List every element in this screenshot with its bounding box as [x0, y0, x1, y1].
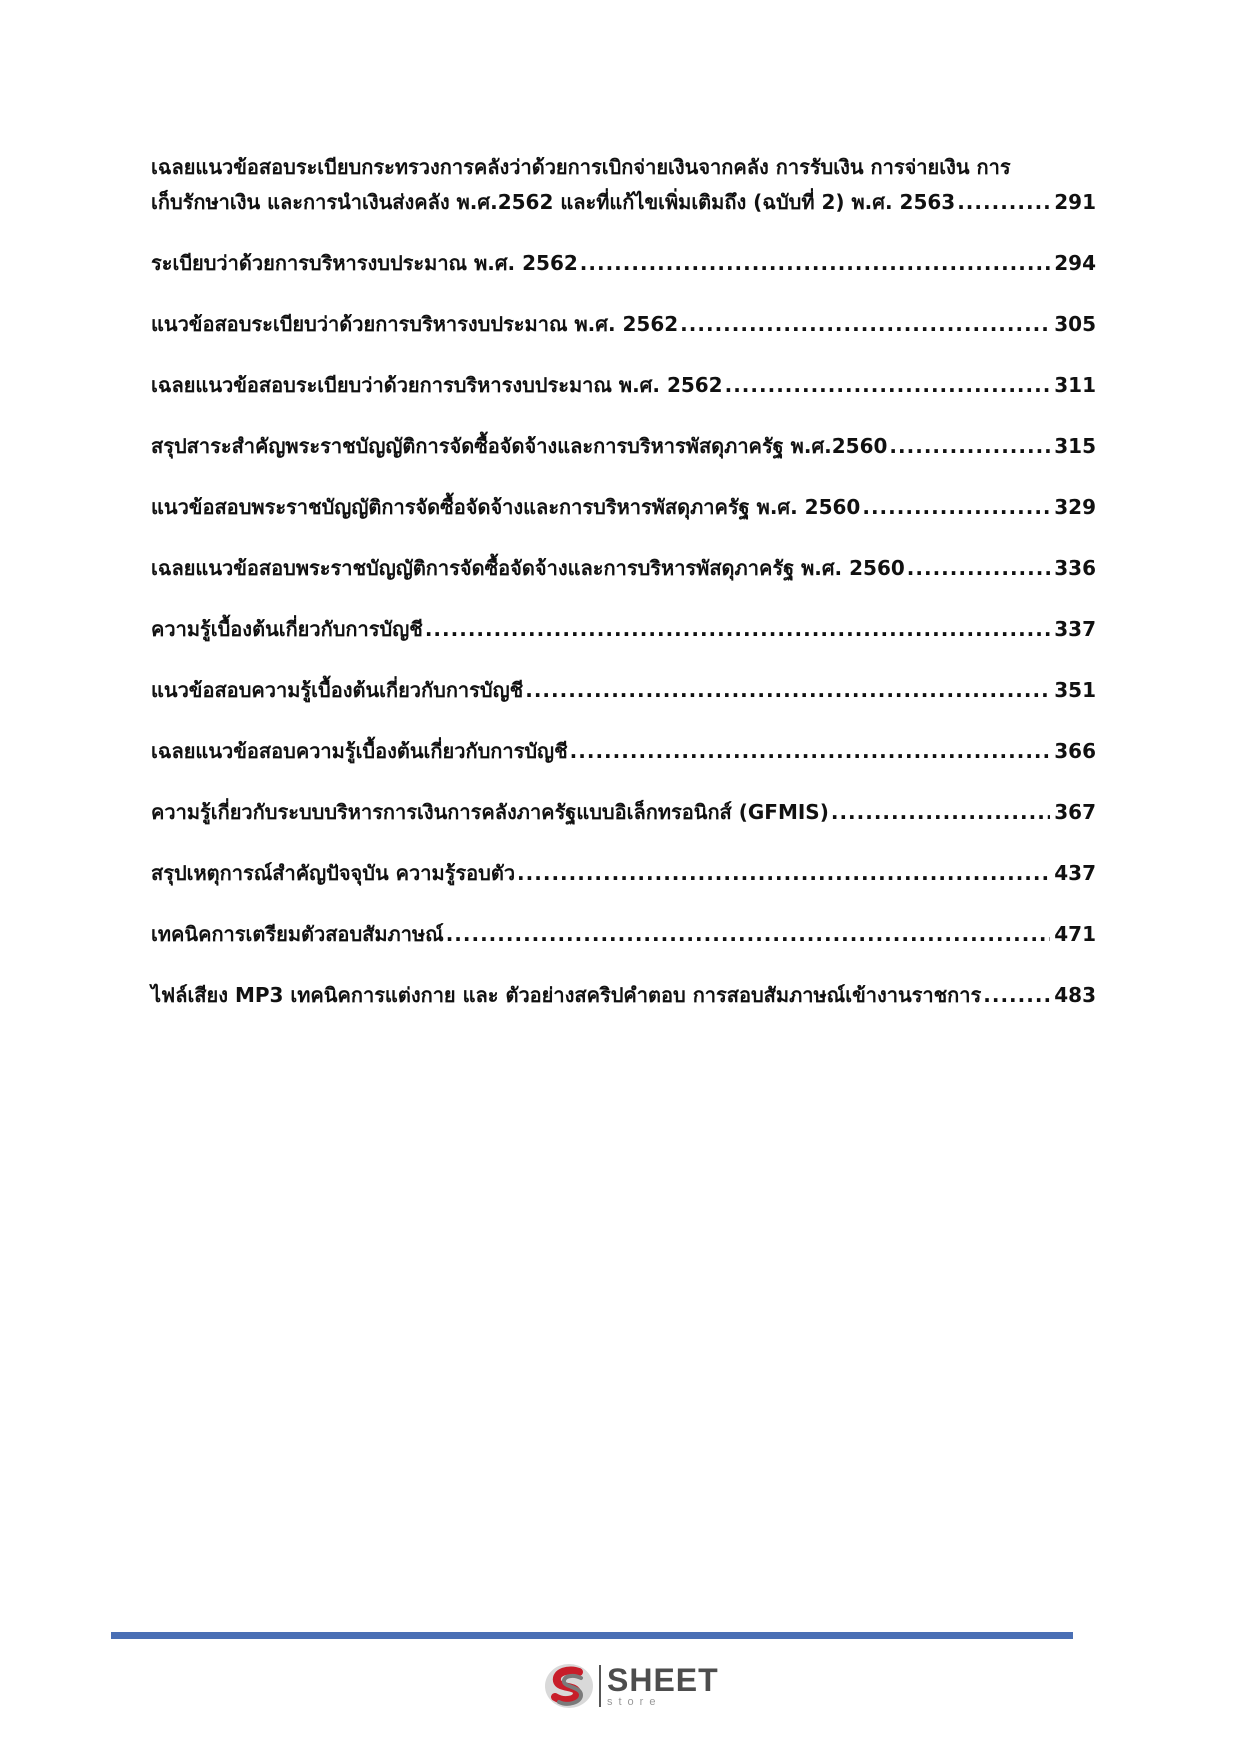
dot-leader [446, 917, 1051, 952]
dot-leader [957, 185, 1050, 220]
logo-subword: store [607, 1696, 662, 1708]
dot-leader [725, 368, 1051, 403]
toc-page-number: 471 [1054, 922, 1096, 946]
toc-entry[interactable] [151, 734, 1096, 769]
toc-page-number: 291 [1054, 190, 1096, 214]
toc-entry-title: ความรู้เบื้องต้นเกี่ยวกับการบัญชี [151, 617, 423, 641]
toc-entry[interactable] [151, 795, 1096, 830]
dot-leader [889, 429, 1050, 464]
logo-divider [599, 1665, 601, 1707]
toc-page-number: 483 [1054, 983, 1096, 1007]
toc-page-number: 294 [1054, 251, 1096, 275]
toc-entry-title: เทคนิคการเตรียมตัวสอบสัมภาษณ์ [151, 922, 444, 946]
toc-page-number: 437 [1054, 861, 1096, 885]
toc-entry[interactable] [151, 429, 1096, 464]
toc-entry-title: เฉลยแนวข้อสอบระเบียบว่าด้วยการบริหารงบประมาณ พ.ศ. 2562 [151, 373, 723, 397]
toc-page-number: 311 [1054, 373, 1096, 397]
toc-entry[interactable] [151, 150, 1096, 220]
dot-leader [862, 490, 1050, 525]
toc-page-number: 329 [1054, 495, 1096, 519]
toc-entry-title-line1: เฉลยแนวข้อสอบระเบียบกระทรวงการคลังว่าด้วยการเบิกจ่ายเงินจากคลัง การรับเงิน การจ่ายเงิน การ [151, 155, 1011, 179]
toc-entry[interactable] [151, 856, 1096, 891]
toc-entry-title: แนวข้อสอบความรู้เบื้องต้นเกี่ยวกับการบัญชี [151, 678, 524, 702]
toc-page-number: 336 [1054, 556, 1096, 580]
dot-leader [570, 734, 1051, 769]
toc-entry[interactable] [151, 307, 1096, 342]
dot-leader [680, 307, 1050, 342]
toc-entry[interactable] [151, 368, 1096, 403]
toc-page-number: 305 [1054, 312, 1096, 336]
logo-word: SHEET [607, 1662, 719, 1698]
table-of-contents [151, 150, 1096, 1039]
toc-entry[interactable] [151, 246, 1096, 281]
toc-entry-title: สรุปสาระสำคัญพระราชบัญญัติการจัดซื้อจัดจ้างและการบริหารพัสดุภาครัฐ พ.ศ.2560 [151, 434, 888, 458]
dot-leader [831, 795, 1050, 830]
toc-page-number: 315 [1054, 434, 1096, 458]
toc-entry-title: ความรู้เกี่ยวกับระบบบริหารการเงินการคลังภาครัฐแบบอิเล็กทรอนิกส์ (GFMIS) [151, 800, 829, 824]
sheet-store-logo [543, 1660, 719, 1712]
toc-entry[interactable] [151, 978, 1096, 1013]
toc-page-number: 367 [1054, 800, 1096, 824]
toc-entry-title: เก็บรักษาเงิน และการนำเงินส่งคลัง พ.ศ.2562 และที่แก้ไขเพิ่มเติมถึง (ฉบับที่ 2) พ.ศ. 2563 [151, 190, 956, 214]
toc-entry-title: ไฟล์เสียง MP3 เทคนิคการแต่งกาย และ ตัวอย่างสคริปคำตอบ การสอบสัมภาษณ์เข้างานราชการ [151, 983, 982, 1007]
dot-leader [580, 246, 1050, 281]
toc-entry-title: แนวข้อสอบพระราชบัญญัติการจัดซื้อจัดจ้างและการบริหารพัสดุภาครัฐ พ.ศ. 2560 [151, 495, 861, 519]
toc-entry[interactable] [151, 612, 1096, 647]
toc-entry[interactable] [151, 551, 1096, 586]
toc-entry[interactable] [151, 673, 1096, 708]
dot-leader [517, 856, 1050, 891]
dot-leader [425, 612, 1050, 647]
toc-page-number: 366 [1054, 739, 1096, 763]
dot-leader [525, 673, 1050, 708]
toc-entry-title: ระเบียบว่าด้วยการบริหารงบประมาณ พ.ศ. 2562 [151, 251, 578, 275]
toc-entry-title: เฉลยแนวข้อสอบความรู้เบื้องต้นเกี่ยวกับการบัญชี [151, 739, 568, 763]
toc-entry-title: สรุปเหตุการณ์สำคัญปัจจุบัน ความรู้รอบตัว [151, 861, 516, 885]
toc-entry[interactable] [151, 490, 1096, 525]
toc-page-number: 337 [1054, 617, 1096, 641]
toc-entry[interactable] [151, 917, 1096, 952]
dot-leader [907, 551, 1050, 586]
dot-leader [983, 978, 1050, 1013]
toc-page-number: 351 [1054, 678, 1096, 702]
sheet-store-s-icon [543, 1660, 595, 1712]
toc-entry-title: แนวข้อสอบระเบียบว่าด้วยการบริหารงบประมาณ พ.ศ. 2562 [151, 312, 679, 336]
toc-entry-title: เฉลยแนวข้อสอบพระราชบัญญัติการจัดซื้อจัดจ้างและการบริหารพัสดุภาครัฐ พ.ศ. 2560 [151, 556, 905, 580]
footer-rule [111, 1632, 1073, 1639]
logo-text [607, 1664, 719, 1708]
